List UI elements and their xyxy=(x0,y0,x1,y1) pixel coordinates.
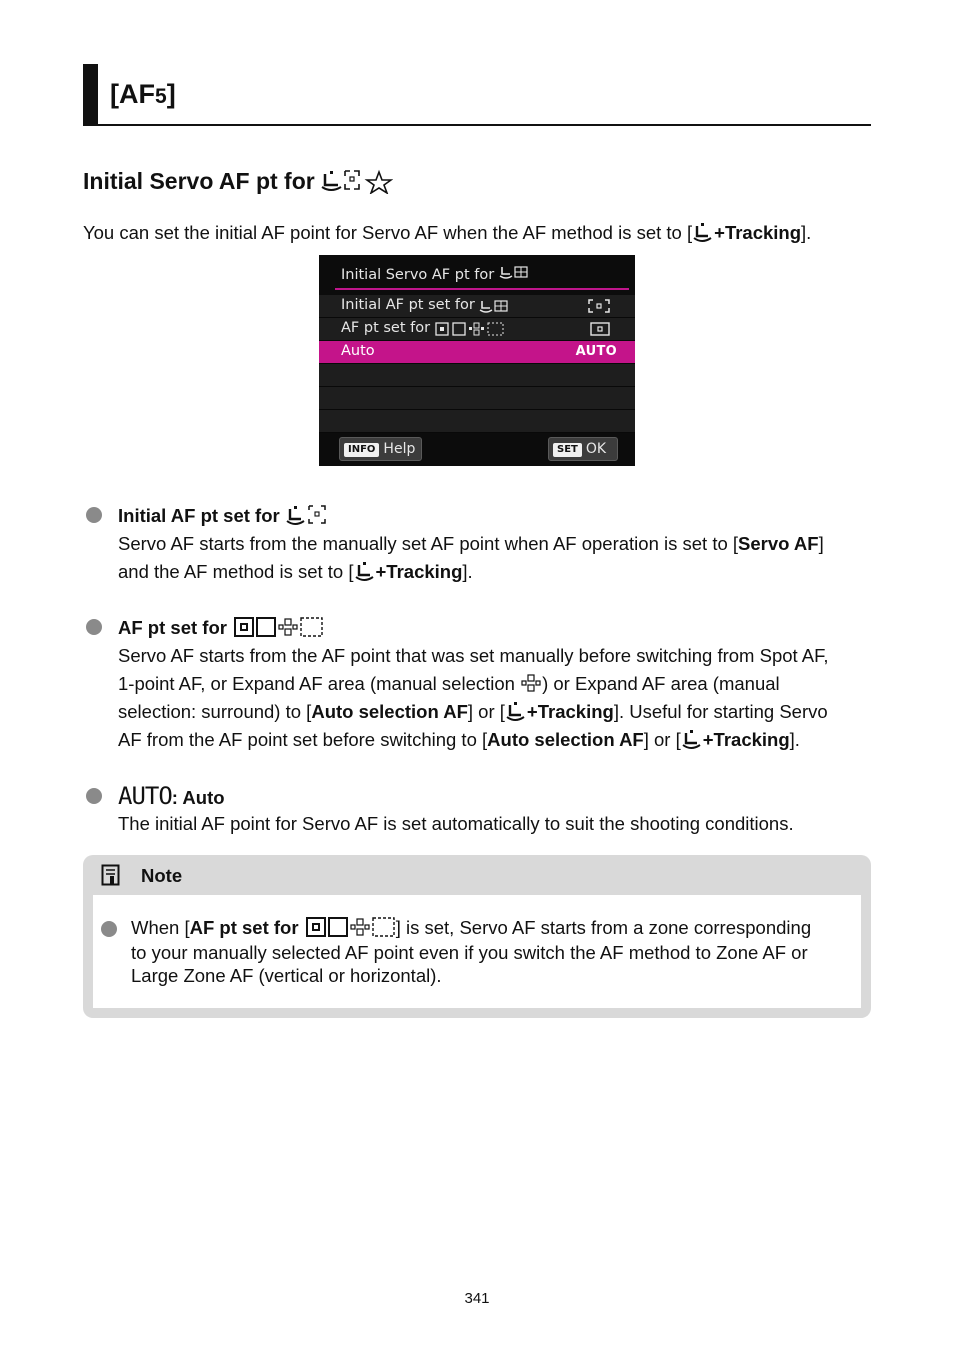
auto-icon: AUTO xyxy=(118,782,172,810)
item-text: 1-point AF, or Expand AF area (manual selection ) or Expand AF area (manual xyxy=(118,673,780,694)
note-title: Note xyxy=(141,865,183,886)
face-tracking-icon xyxy=(321,168,393,194)
auto-value: AUTO xyxy=(575,344,617,359)
camera-menu-row-auto[interactable]: Auto AUTO xyxy=(319,341,635,364)
item-text: The initial AF point for Servo AF is set automatically to suit the shooting conditions. xyxy=(118,813,794,834)
page-number: 341 xyxy=(464,1290,490,1307)
af-point-bracket-icon xyxy=(587,298,611,314)
item-heading-af-pt-set-for: AF pt set for xyxy=(118,614,324,642)
note-text: When [AF pt set for ] is set, Servo AF starts from a zone corresponding xyxy=(131,917,812,938)
camera-menu-row-initial-af-pt[interactable]: Initial AF pt set for xyxy=(319,295,635,318)
item-heading-auto: AUTO: Auto xyxy=(118,782,225,810)
face-tracking-icon xyxy=(479,299,509,313)
camera-menu-row-empty xyxy=(319,387,635,410)
item-text: selection: surround) to [Auto selection AF] or [ +Tracking]. Useful for starting Servo xyxy=(118,701,828,722)
camera-menu-accent-line xyxy=(335,288,629,290)
item-heading-initial-af-pt: Initial AF pt set for xyxy=(118,502,329,530)
expand-af-icon xyxy=(520,672,542,694)
section-title: Initial Servo AF pt for xyxy=(83,166,393,196)
header-rule xyxy=(83,124,871,126)
bullet xyxy=(86,507,102,523)
camera-menu-title: Initial Servo AF pt for xyxy=(341,265,529,283)
face-tracking-af-icon xyxy=(285,504,329,526)
page-title: [AF5] xyxy=(110,79,176,109)
bullet xyxy=(86,619,102,635)
face-tracking-icon xyxy=(499,265,529,279)
camera-menu-row-empty xyxy=(319,410,635,433)
header-bar xyxy=(83,64,98,126)
intro-paragraph: You can set the initial AF point for Servo AF when the AF method is set to [ +Tracking]. xyxy=(83,222,812,243)
spot-1pt-expand-af-icon xyxy=(435,322,505,336)
camera-help-button[interactable]: INFO Help xyxy=(339,437,422,461)
face-tracking-icon xyxy=(692,221,714,243)
spot-af-icon xyxy=(589,321,611,337)
item-text: Servo AF starts from the AF point that was set manually before switching from Spot AF, xyxy=(118,645,829,666)
face-tracking-icon xyxy=(354,560,376,582)
note-icon xyxy=(101,864,121,888)
spot-1pt-expand-af-icon xyxy=(232,616,324,638)
note-text: Large Zone AF (vertical or horizontal). xyxy=(131,965,442,986)
note-text: to your manually selected AF point even if you switch the AF method to Zone AF or xyxy=(131,942,808,963)
item-text: AF from the AF point set before switching to [Auto selection AF] or [ +Tracking]. xyxy=(118,729,800,750)
bullet xyxy=(101,921,117,937)
camera-menu-row-empty xyxy=(319,364,635,387)
camera-menu-row-af-pt-set-for[interactable]: AF pt set for xyxy=(319,318,635,341)
item-text: and the AF method is set to [ +Tracking]. xyxy=(118,561,473,582)
face-tracking-icon xyxy=(681,728,703,750)
item-text: Servo AF starts from the manually set AF point when AF operation is set to [Servo AF] xyxy=(118,533,824,554)
camera-ok-button[interactable]: SET OK xyxy=(548,437,618,461)
face-tracking-icon xyxy=(505,700,527,722)
bullet xyxy=(86,788,102,804)
camera-menu-screenshot xyxy=(319,255,635,466)
spot-1pt-expand-af-icon xyxy=(304,916,396,938)
